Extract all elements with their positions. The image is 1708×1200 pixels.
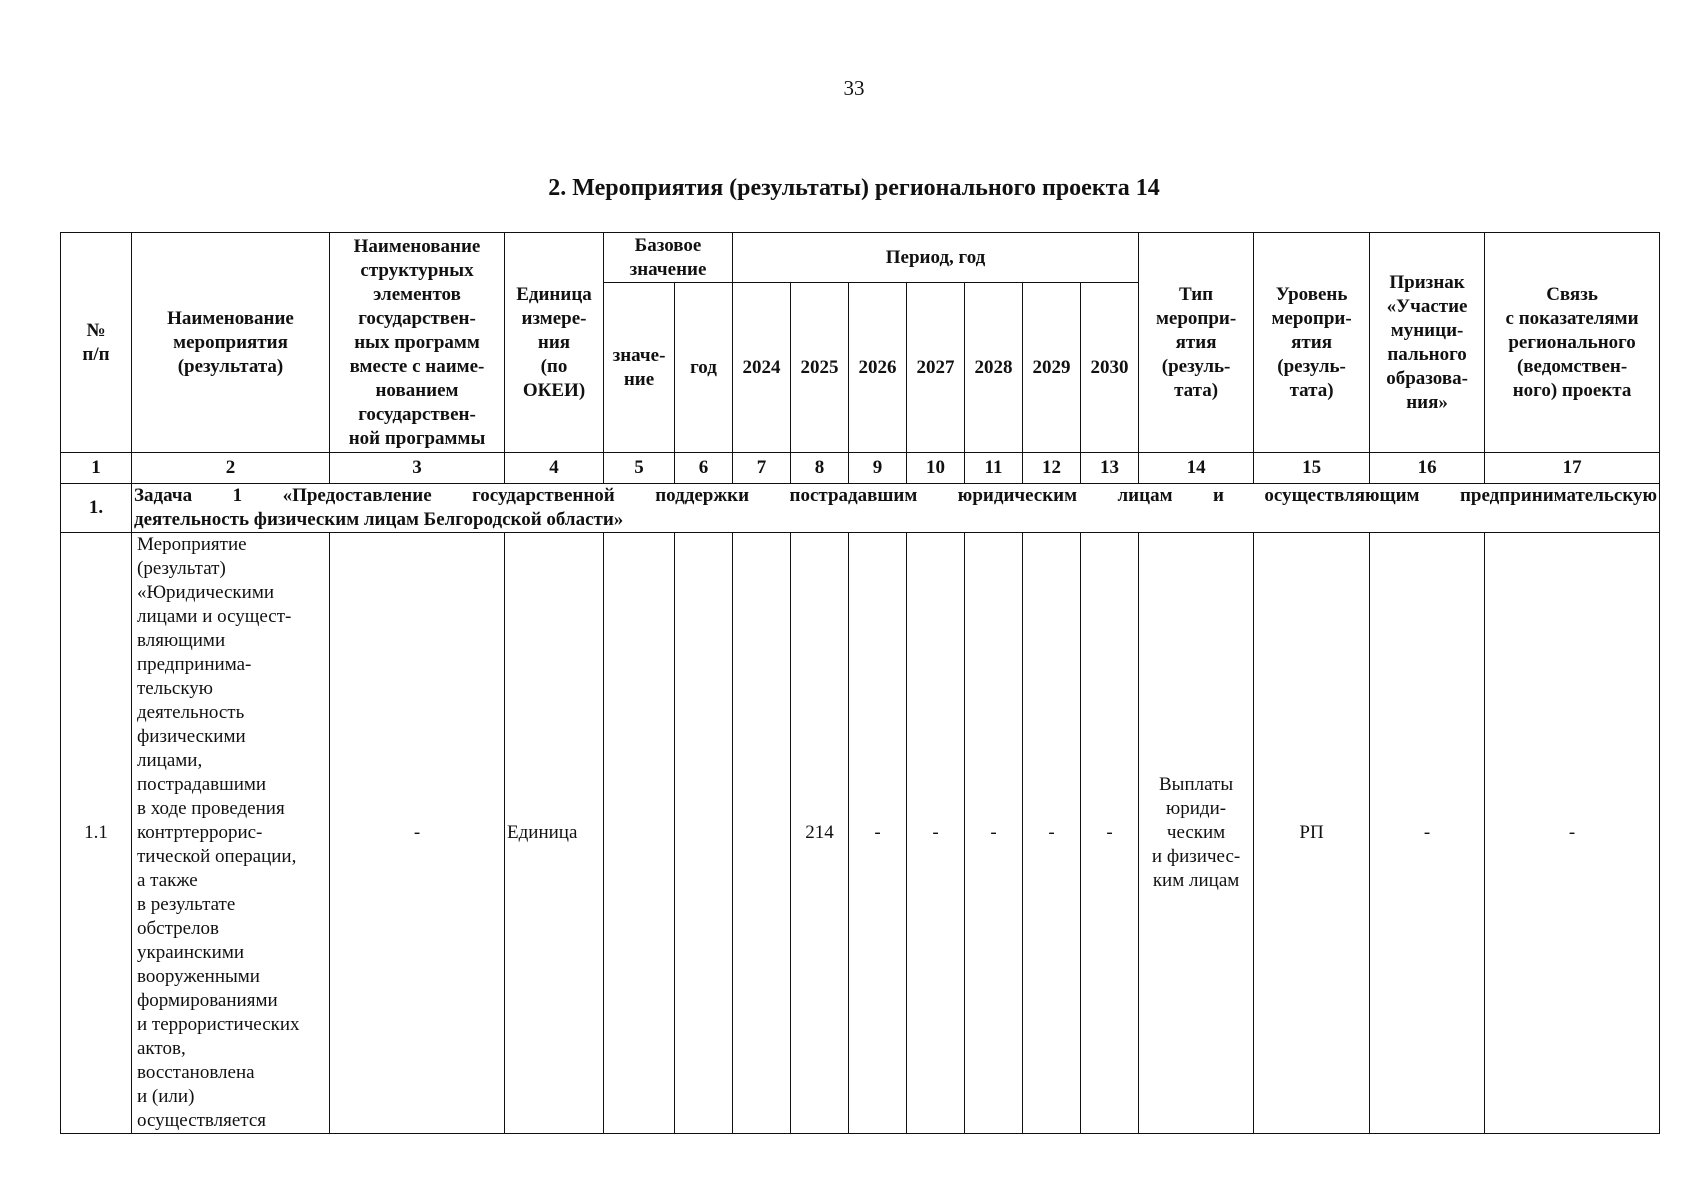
task-row <box>61 484 1660 533</box>
column-number: 9 <box>849 453 907 484</box>
header-year-2024: 2024 <box>733 283 791 453</box>
unit-cell: Единица <box>505 533 604 1134</box>
header-number: № п/п <box>61 233 132 453</box>
header-year-2029: 2029 <box>1023 283 1081 453</box>
measure-name: Мероприятие (результат) «Юридическими лицами и осущест- вляющими предпринима- тельскую деятельность физическими лицами, пострадавшими в ходе проведения контртеррорис- тической операции, а также в результате обстрелов украинскими вооруженными формированиями и террористических актов, восстановлена и (или) осуществляется <box>132 533 330 1134</box>
year-2030-cell: - <box>1081 533 1139 1134</box>
column-number: 2 <box>132 453 330 484</box>
header-year-2025: 2025 <box>791 283 849 453</box>
structural-element-cell: - <box>330 533 505 1134</box>
results-table <box>60 232 1660 1134</box>
column-number: 4 <box>505 453 604 484</box>
municipal-cell: - <box>1370 533 1485 1134</box>
column-number: 8 <box>791 453 849 484</box>
header-type: Тип меропри- ятия (резуль- тата) <box>1139 233 1254 453</box>
header-unit: Единица измере- ния (по ОКЕИ) <box>505 233 604 453</box>
year-2025-cell: 214 <box>791 533 849 1134</box>
header-level: Уровень меропри- ятия (резуль- тата) <box>1254 233 1370 453</box>
column-number: 5 <box>604 453 675 484</box>
page-title: 2. Мероприятия (результаты) регионального проекта 14 <box>548 175 1160 201</box>
base-year-cell <box>675 533 733 1134</box>
column-number: 10 <box>907 453 965 484</box>
base-value-cell <box>604 533 675 1134</box>
page-number: 33 <box>843 76 865 100</box>
column-number: 16 <box>1370 453 1485 484</box>
year-2027-cell: - <box>907 533 965 1134</box>
header-base-group: Базовое значение <box>604 233 733 283</box>
table-row <box>61 533 1660 1134</box>
header-municipal: Признак «Участие муници- пального образова- ния» <box>1370 233 1485 453</box>
header-year-2030: 2030 <box>1081 283 1139 453</box>
header-name: Наименование мероприятия (результата) <box>132 233 330 453</box>
task-text <box>132 484 1660 533</box>
column-number: 3 <box>330 453 505 484</box>
header-base-year: год <box>675 283 733 453</box>
column-number: 7 <box>733 453 791 484</box>
column-number: 11 <box>965 453 1023 484</box>
column-number: 13 <box>1081 453 1139 484</box>
level-cell: РП <box>1254 533 1370 1134</box>
year-2024-cell <box>733 533 791 1134</box>
header-year-2026: 2026 <box>849 283 907 453</box>
link-cell: - <box>1485 533 1660 1134</box>
column-number: 12 <box>1023 453 1081 484</box>
header-year-2027: 2027 <box>907 283 965 453</box>
type-cell: Выплаты юриди- ческим и физичес- ким лицам <box>1139 533 1254 1134</box>
column-number: 17 <box>1485 453 1660 484</box>
row-number: 1.1 <box>61 533 132 1134</box>
header-structural-elements: Наименование структурных элементов государствен- ных программ вместе с наиме- нованием государствен- ной программы <box>330 233 505 453</box>
header-period-group: Период, год <box>733 233 1139 283</box>
header-year-2028: 2028 <box>965 283 1023 453</box>
task-line-2: деятельность физическим лицам Белгородской области» <box>134 509 624 530</box>
column-number: 15 <box>1254 453 1370 484</box>
column-number: 6 <box>675 453 733 484</box>
year-2028-cell: - <box>965 533 1023 1134</box>
header-base-value: значе- ние <box>604 283 675 453</box>
header-link: Связь с показателями регионального (ведомствен- ного) проекта <box>1485 233 1660 453</box>
column-number: 14 <box>1139 453 1254 484</box>
task-number: 1. <box>61 484 132 533</box>
task-line-1: Задача 1 «Предоставление государственной поддержки пострадавшим юридическим лицам и осуществляющим предпринимательскую <box>134 485 1658 506</box>
column-number-row <box>61 453 1660 484</box>
year-2026-cell: - <box>849 533 907 1134</box>
year-2029-cell: - <box>1023 533 1081 1134</box>
column-number: 1 <box>61 453 132 484</box>
